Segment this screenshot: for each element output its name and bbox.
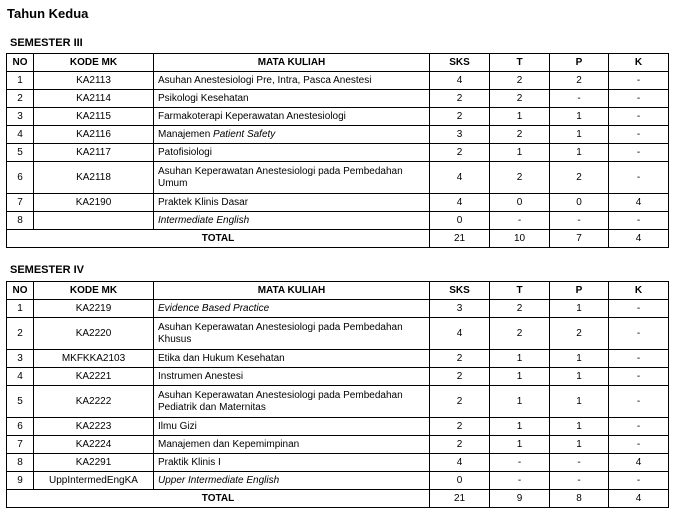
total-t: 9 [490,490,550,508]
cell-mata-kuliah: Upper Intermediate English [154,472,430,490]
cell-mata-kuliah: Asuhan Anestesiologi Pre, Intra, Pasca Anestesi [154,72,430,90]
cell-sks: 2 [430,90,490,108]
cell-mata-kuliah: Patofisiologi [154,144,430,162]
cell-mata-kuliah: Asuhan Keperawatan Anestesiologi pada Pembedahan Khusus [154,318,430,350]
cell-mata-kuliah [154,126,430,144]
table-row [7,454,669,472]
table-row [7,472,669,490]
cell-no: 3 [7,350,34,368]
semester-4-title: SEMESTER IV [10,264,84,276]
semester-3-title: SEMESTER III [10,37,83,49]
table-row [7,386,669,418]
total-row [7,490,669,508]
cell-p: 1 [550,418,609,436]
header-k: K [609,54,669,72]
cell-mata-kuliah: Instrumen Anestesi [154,368,430,386]
cell-no: 2 [7,90,34,108]
cell-k: - [609,72,669,90]
cell-k: - [609,144,669,162]
total-label: TOTAL [7,230,430,248]
table-header-row [7,54,669,72]
header-mata-kuliah: MATA KULIAH [154,282,430,300]
table-row [7,350,669,368]
cell-t: 1 [490,436,550,454]
cell-mata-kuliah: Asuhan Keperawatan Anestesiologi pada Pembedahan Pediatrik dan Maternitas [154,386,430,418]
cell-k: 4 [609,194,669,212]
cell-no: 8 [7,454,34,472]
cell-kode: KA2190 [34,194,154,212]
cell-t: 2 [490,72,550,90]
cell-p: 2 [550,318,609,350]
cell-t: 1 [490,418,550,436]
table-row [7,418,669,436]
cell-p: 1 [550,144,609,162]
cell-t: 1 [490,144,550,162]
header-p: P [550,54,609,72]
cell-sks: 2 [430,144,490,162]
cell-kode: KA2222 [34,386,154,418]
cell-p: 1 [550,108,609,126]
table-row [7,162,669,194]
cell-mata-kuliah: Intermediate English [154,212,430,230]
semester-4-table [6,281,669,508]
cell-kode: KA2220 [34,318,154,350]
mk-italic: Patient Safety [213,128,276,140]
cell-sks: 0 [430,212,490,230]
cell-no: 9 [7,472,34,490]
cell-k: - [609,318,669,350]
cell-p: 1 [550,368,609,386]
table-header-row [7,282,669,300]
cell-kode: KA2113 [34,72,154,90]
cell-no: 1 [7,300,34,318]
table-row [7,194,669,212]
total-row [7,230,669,248]
header-t: T [490,54,550,72]
cell-sks: 0 [430,472,490,490]
cell-k: - [609,212,669,230]
cell-t: 1 [490,350,550,368]
table-row [7,318,669,350]
header-sks: SKS [430,54,490,72]
cell-mata-kuliah: Psikologi Kesehatan [154,90,430,108]
cell-sks: 2 [430,368,490,386]
table-row [7,368,669,386]
table-row [7,212,669,230]
cell-mata-kuliah: Etika dan Hukum Kesehatan [154,350,430,368]
cell-sks: 2 [430,386,490,418]
cell-kode: KA2114 [34,90,154,108]
cell-t: - [490,212,550,230]
cell-p: 1 [550,126,609,144]
header-no: NO [7,282,34,300]
header-kode: KODE MK [34,282,154,300]
cell-p: 0 [550,194,609,212]
cell-k: - [609,368,669,386]
total-k: 4 [609,230,669,248]
cell-k: - [609,90,669,108]
cell-no: 7 [7,194,34,212]
cell-p: - [550,212,609,230]
cell-no: 4 [7,126,34,144]
cell-no: 4 [7,368,34,386]
cell-mata-kuliah: Farmakoterapi Keperawatan Anestesiologi [154,108,430,126]
cell-no: 2 [7,318,34,350]
mk-prefix: Manajemen [158,128,214,140]
table-row [7,108,669,126]
table-row [7,72,669,90]
cell-p: 1 [550,386,609,418]
cell-kode [34,212,154,230]
cell-p: 1 [550,300,609,318]
cell-no: 8 [7,212,34,230]
total-label: TOTAL [7,490,430,508]
header-mata-kuliah: MATA KULIAH [154,54,430,72]
table-row [7,126,669,144]
cell-t: - [490,454,550,472]
cell-t: - [490,472,550,490]
total-p: 8 [550,490,609,508]
cell-t: 2 [490,318,550,350]
total-sks: 21 [430,490,490,508]
header-kode: KODE MK [34,54,154,72]
cell-mata-kuliah: Praktek Klinis Dasar [154,194,430,212]
total-k: 4 [609,490,669,508]
cell-kode: KA2223 [34,418,154,436]
header-p: P [550,282,609,300]
cell-sks: 2 [430,350,490,368]
cell-t: 2 [490,126,550,144]
cell-k: 4 [609,454,669,472]
cell-kode: KA2291 [34,454,154,472]
cell-kode: UppIntermedEngKA [34,472,154,490]
cell-kode: KA2115 [34,108,154,126]
cell-k: - [609,350,669,368]
cell-mata-kuliah: Manajemen dan Kepemimpinan [154,436,430,454]
cell-k: - [609,108,669,126]
cell-k: - [609,436,669,454]
cell-no: 5 [7,386,34,418]
cell-no: 1 [7,72,34,90]
total-p: 7 [550,230,609,248]
cell-sks: 3 [430,126,490,144]
cell-p: - [550,454,609,472]
cell-k: - [609,472,669,490]
cell-kode: KA2117 [34,144,154,162]
cell-t: 1 [490,386,550,418]
cell-t: 2 [490,90,550,108]
cell-mata-kuliah: Praktik Klinis I [154,454,430,472]
cell-no: 3 [7,108,34,126]
cell-k: - [609,162,669,194]
cell-sks: 4 [430,162,490,194]
cell-no: 6 [7,162,34,194]
cell-k: - [609,418,669,436]
cell-t: 2 [490,300,550,318]
cell-sks: 4 [430,194,490,212]
cell-p: 2 [550,162,609,194]
cell-k: - [609,300,669,318]
cell-p: 1 [550,436,609,454]
cell-sks: 3 [430,300,490,318]
total-sks: 21 [430,230,490,248]
cell-p: 2 [550,72,609,90]
total-t: 10 [490,230,550,248]
cell-kode: KA2224 [34,436,154,454]
cell-p: - [550,90,609,108]
cell-kode: KA2118 [34,162,154,194]
cell-kode: KA2219 [34,300,154,318]
cell-sks: 2 [430,436,490,454]
cell-mata-kuliah: Asuhan Keperawatan Anestesiologi pada Pembedahan Umum [154,162,430,194]
cell-mata-kuliah: Ilmu Gizi [154,418,430,436]
semester-3-table [6,53,669,248]
header-no: NO [7,54,34,72]
page-title: Tahun Kedua [7,6,89,21]
cell-no: 5 [7,144,34,162]
table-row [7,436,669,454]
cell-kode: MKFKKA2103 [34,350,154,368]
cell-kode: KA2221 [34,368,154,386]
cell-t: 1 [490,108,550,126]
cell-p: 1 [550,350,609,368]
cell-no: 7 [7,436,34,454]
header-k: K [609,282,669,300]
cell-t: 1 [490,368,550,386]
table-row [7,144,669,162]
cell-k: - [609,126,669,144]
cell-kode: KA2116 [34,126,154,144]
cell-no: 6 [7,418,34,436]
cell-sks: 4 [430,454,490,472]
cell-sks: 2 [430,108,490,126]
cell-sks: 4 [430,72,490,90]
cell-t: 2 [490,162,550,194]
cell-t: 0 [490,194,550,212]
cell-sks: 4 [430,318,490,350]
table-row [7,300,669,318]
cell-mata-kuliah: Evidence Based Practice [154,300,430,318]
table-row [7,90,669,108]
cell-p: - [550,472,609,490]
cell-sks: 2 [430,418,490,436]
header-sks: SKS [430,282,490,300]
header-t: T [490,282,550,300]
cell-k: - [609,386,669,418]
